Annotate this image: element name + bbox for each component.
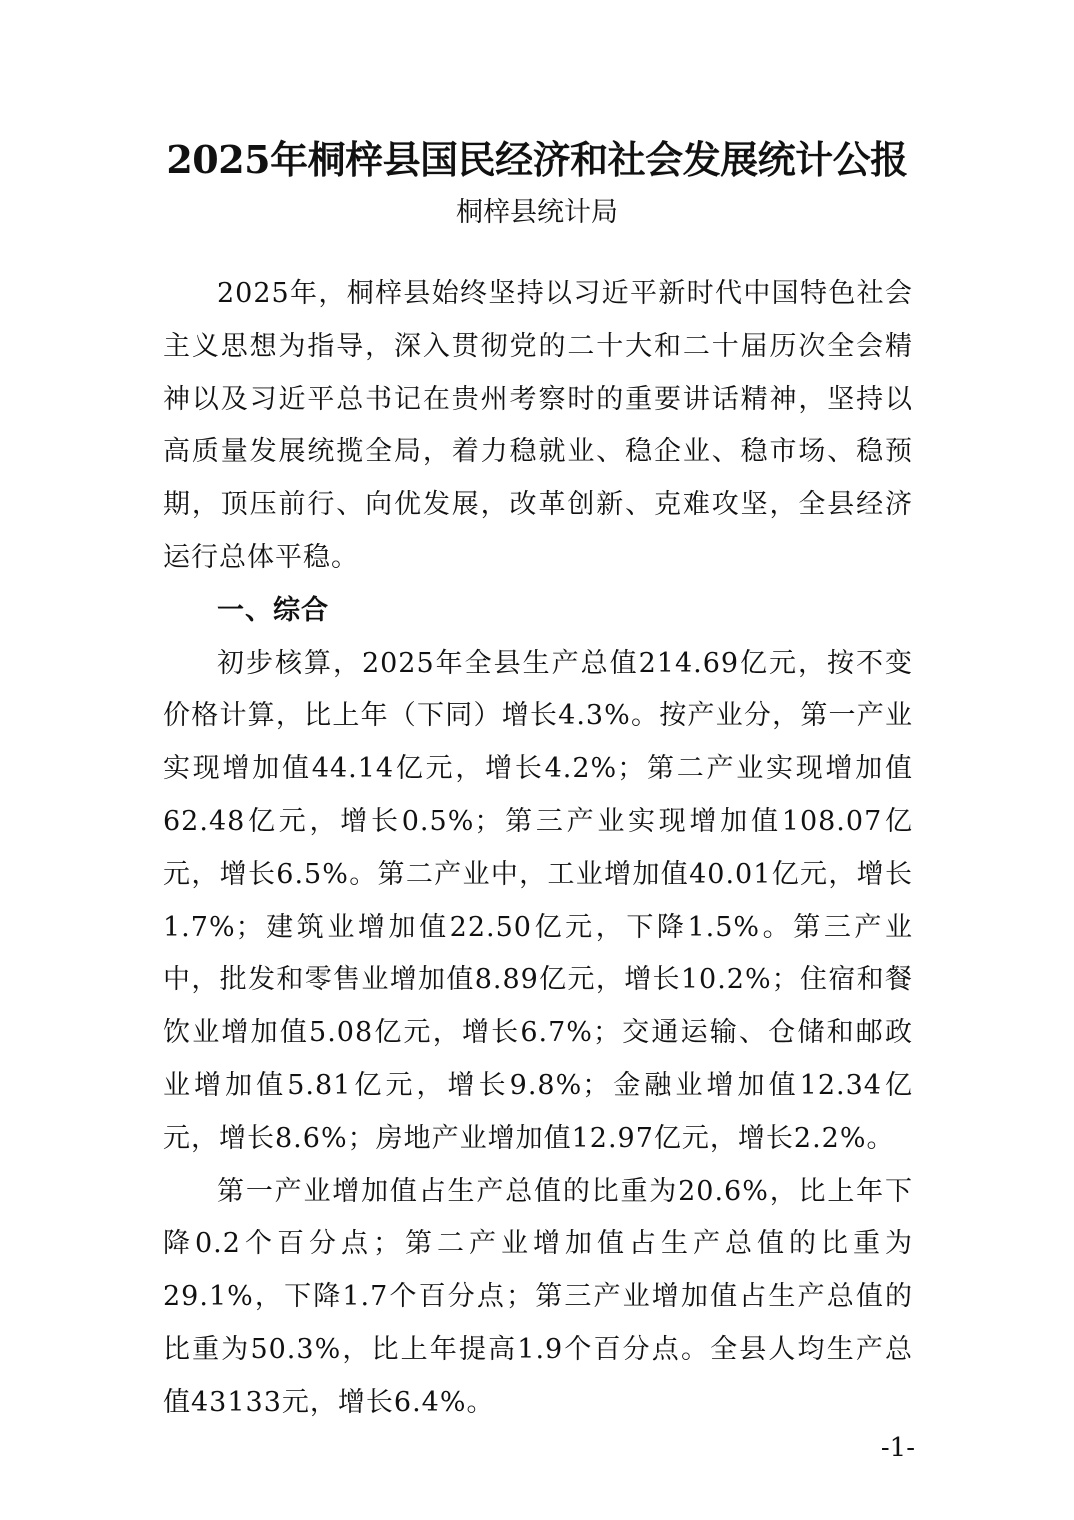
document-title: 2025年桐梓县国民经济和社会发展统计公报 <box>166 137 908 182</box>
document-body <box>163 268 913 1430</box>
section-heading: 一、综合 <box>217 594 329 626</box>
page-number: -1- <box>880 1433 915 1463</box>
intro-paragraph: 2025年，桐梓县始终坚持以习近平新时代中国特色社会主义思想为指导，深入贯彻党的二十大和二十届历次全会精神以及习近平总书记在贵州考察时的重要讲话精神，坚持以高质量发展统揽全局，着力稳就业、稳企业、稳市场、稳预期，顶压前行、向优发展，改革创新、克难攻坚，全县经济运行总体平稳。 <box>163 278 913 573</box>
document-author: 桐梓县统计局 <box>456 197 618 228</box>
body-paragraph: 第一产业增加值占生产总值的比重为20.6%，比上年下降0.2个百分点；第二产业增加值占生产总值的比重为29.1%，下降1.7个百分点；第三产业增加值占生产总值的比重为50.3%，比上年提高1.9个百分点。全县人均生产总值43133元，增长6.4%。 <box>163 1175 913 1418</box>
body-paragraph: 初步核算，2025年全县生产总值214.69亿元，按不变价格计算，比上年（下同）增长4.3%。按产业分，第一产业实现增加值44.14亿元，增长4.2%；第二产业实现增加值62.48亿元，增长0.5%；第三产业实现增加值108.07亿元，增长6.5%。第二产业中，工业增加值40.01亿元，增长1.7%；建筑业增加值22.50亿元，下降1.5%。第三产业中，批发和零售业增加值8.89亿元，增长10.2%；住宿和餐饮业增加值5.08亿元，增长6.7%；交通运输、仓储和邮政业增加值5.81亿元，增长9.8%；金融业增加值12.34亿元，增长8.6%；房地产业增加值12.97亿元，增长2.2%。 <box>163 647 913 1154</box>
